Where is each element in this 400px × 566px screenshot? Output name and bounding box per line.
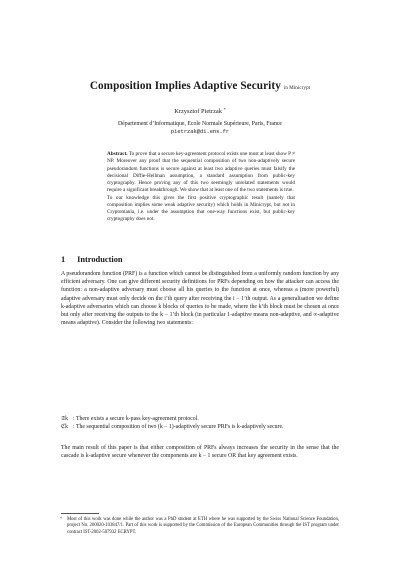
statement-text: : The sequential composition of two (k − 1)-adaptively secure PRFs is k-adaptively secure. xyxy=(73,424,284,431)
abstract-paragraph-2: To our knowledge this gives the first positive cryptographic result (namely that composition implies some weak adaptive security) which holds in Minicrypt, but not in Cryptomania, i.e. under the assumption that one-way functions exist, but public-key cryptography does not. xyxy=(107,194,295,223)
author-line xyxy=(0,107,400,115)
footnote xyxy=(61,517,339,536)
section-number: 1 xyxy=(61,255,66,264)
section-heading xyxy=(61,255,123,264)
title-suffix: in Minicrypt xyxy=(283,86,311,91)
statement-item xyxy=(61,415,339,423)
affiliation: Département d’Informatique, Ecole Normale Supérieure, Paris, France xyxy=(117,121,283,127)
paper-title xyxy=(0,80,400,92)
section-title: Introduction xyxy=(77,255,123,264)
abstract-text-1: To prove that a secure key-agreement protocol exists one must at least show P ≠ NP. Moreover any proof that the sequential composition of two non-adaptively secure pseudorandom functions is secure against at least two adaptive queries must falsify the decisional Diffie-Hellman assumption, a standard assumption from public-key cryptography. Hence proving any of this two seemingly unrelated statements would require a significant breakthrough. We show that at least one of the two statements is true. xyxy=(107,151,295,194)
author-footnote-mark: * xyxy=(223,107,226,112)
statement-symbol: ℭk xyxy=(61,424,68,431)
statements-list xyxy=(61,415,339,431)
statement-item xyxy=(61,423,339,431)
statement-symbol: 𝔖k xyxy=(61,416,68,422)
abstract-paragraph-1 xyxy=(107,151,295,195)
abstract xyxy=(107,151,295,224)
abstract-label: Abstract. xyxy=(107,151,128,157)
main-result-paragraph: The main result of this paper is that either composition of PRFs always increases the security in the sense that the cascade is k-adaptive secure whenever the components are k − 1 secure OR that key agreement exists. xyxy=(61,445,339,460)
footnote-mark: * xyxy=(60,516,62,521)
title-text: Composition Implies Adaptive Security xyxy=(89,80,281,92)
author-name: Krzysztof Pietrzak xyxy=(174,108,222,115)
author-email: pietrzak@di.ens.fr xyxy=(170,129,230,135)
intro-paragraph: A pseudorandom function (PRF) is a function which cannot be distinguished from a uniformly random function by any efficient adversary. One can give different security definitions for PRFs depending on how the attacker can access the function: a non-adaptive adversary must choose all his queries to the function at once, whereas a (more powerful) adaptive adversary must only decide on the i’th query after receiving the i − 1’th output. As a generalisation we define k-adaptive adversaries which can choose k blocks of queries to be made, where the k’th block must be chosen at once but only after receiving the outputs to the k − 1’th block (in particular 1-adaptive means non-adaptive, and ∞-adaptive means adaptive). Consider the following two statements: xyxy=(61,271,339,327)
footnote-text: Most of this work was done while the author was a PhD student at ETH where he was supported by the Swiss National Science Foundation, project No. 200020-103847/1. Part of this work is supported by the Commission of the European Communities through the IST program under contract IST-2002-507932 ECRYPT. xyxy=(67,517,339,535)
footnote-divider xyxy=(61,513,99,514)
statement-text: : There exists a secure k-pass key-agreement protocol. xyxy=(73,416,199,422)
